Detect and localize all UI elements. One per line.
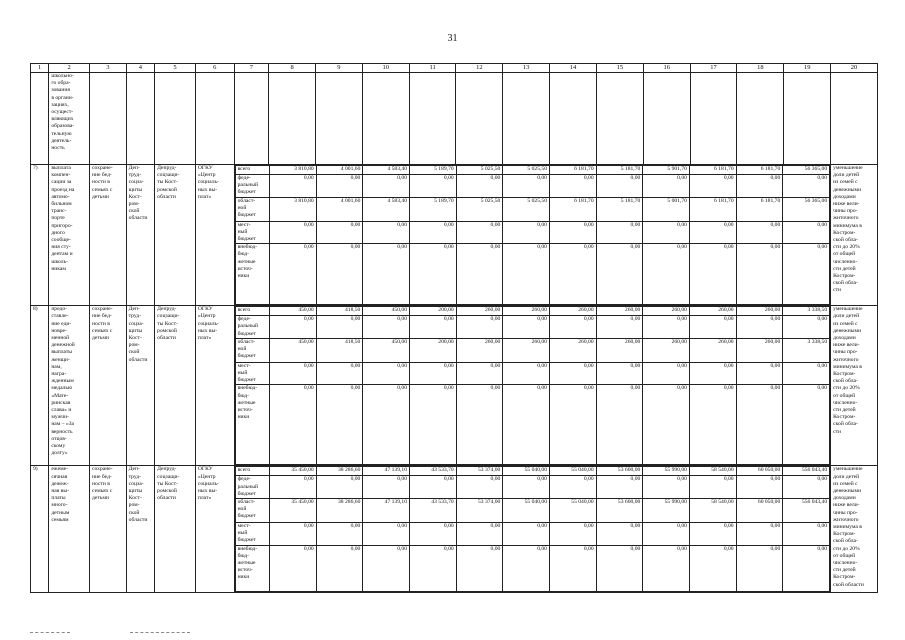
funding-source-label: всего bbox=[235, 467, 269, 476]
funding-value: 5 001,70 bbox=[643, 197, 690, 221]
empty-cell bbox=[690, 73, 737, 165]
funding-value: 5 181,70 bbox=[596, 166, 643, 175]
header-cell: 15 bbox=[596, 64, 643, 73]
empty-cell bbox=[831, 73, 878, 165]
funding-source-label: феде- ральный бюджет bbox=[235, 316, 269, 339]
empty-cell bbox=[126, 73, 155, 165]
funding-value: 0,00 bbox=[689, 523, 736, 546]
funding-value: 5 189,70 bbox=[410, 197, 457, 221]
header-cell: 4 bbox=[126, 64, 155, 73]
funding-value: 0,00 bbox=[270, 545, 317, 591]
funding-value: 35 450,00 bbox=[270, 467, 317, 476]
funding-value: 56 365,00 bbox=[783, 166, 830, 175]
funding-value: 0,00 bbox=[363, 221, 410, 244]
funding-value: 556 043,40 bbox=[783, 467, 830, 476]
measure-name: ежеме- сячная дежеж- ная вы- платы много- детным семьям bbox=[49, 466, 90, 592]
funding-value: 260,00 bbox=[549, 307, 596, 316]
funding-value: 0,00 bbox=[549, 221, 596, 244]
funding-value: 0,00 bbox=[503, 175, 550, 198]
header-cell: 16 bbox=[643, 64, 690, 73]
funding-value: 0,00 bbox=[596, 523, 643, 546]
funding-value: 53 374,00 bbox=[456, 499, 503, 523]
header-cell: 13 bbox=[503, 64, 550, 73]
funding-value: 0,00 bbox=[270, 362, 317, 385]
funding-value: 0,00 bbox=[689, 476, 736, 499]
funding-value: 0,00 bbox=[316, 362, 363, 385]
funding-row bbox=[235, 385, 830, 465]
funding-source-label: внебюд- бюд- жетные источ- ники bbox=[235, 385, 269, 465]
funding-value: 0,00 bbox=[643, 221, 690, 244]
funding-value: 0,00 bbox=[410, 175, 457, 198]
funding-value: 3 810,80 bbox=[270, 166, 317, 175]
funding-value: 5 025,50 bbox=[456, 166, 503, 175]
row-number: 7) bbox=[31, 165, 49, 306]
funding-value: 0,00 bbox=[410, 523, 457, 546]
funding-value: 0,00 bbox=[736, 523, 783, 546]
funding-block bbox=[234, 466, 831, 592]
funding-value: 0,00 bbox=[596, 476, 643, 499]
funding-value: 6 181,70 bbox=[549, 197, 596, 221]
funding-subtable bbox=[235, 466, 831, 591]
funding-value: 450,00 bbox=[270, 307, 317, 316]
funding-row bbox=[235, 221, 830, 244]
table-row bbox=[31, 165, 878, 306]
funding-value: 0,00 bbox=[456, 362, 503, 385]
header-cell: 8 bbox=[269, 64, 316, 73]
funding-value: 0,00 bbox=[736, 316, 783, 339]
funding-source-label: област- ной бюджет bbox=[235, 197, 269, 221]
funding-value: 0,00 bbox=[643, 385, 690, 465]
empty-cell bbox=[596, 73, 643, 165]
participant: ОГКУ «Центр социаль- ных вы- плат» bbox=[195, 466, 234, 592]
funding-value: 0,00 bbox=[363, 175, 410, 198]
funding-value: 0,00 bbox=[363, 316, 410, 339]
funding-value: 0,00 bbox=[783, 244, 830, 305]
expected-result: уменьшение доли детей из семей с денежными доходами ниже вели- чины про- житочного минимума в Костром- ской обла- сти до 20% от общей численно- сти детей Костром- ской области bbox=[831, 466, 878, 592]
funding-value: 0,00 bbox=[596, 362, 643, 385]
funding-value: 0,00 bbox=[783, 221, 830, 244]
funding-value: 60 050,00 bbox=[736, 499, 783, 523]
funding-value: 0,00 bbox=[363, 385, 410, 465]
funding-value: 0,00 bbox=[503, 362, 550, 385]
funding-value: 260,00 bbox=[643, 338, 690, 362]
funding-value: 0,00 bbox=[783, 316, 830, 339]
funding-value: 260,00 bbox=[643, 307, 690, 316]
funding-value: 58 540,00 bbox=[689, 499, 736, 523]
funding-value: 0,00 bbox=[456, 175, 503, 198]
funding-value: 0,00 bbox=[549, 385, 596, 465]
funding-value: 0,00 bbox=[596, 221, 643, 244]
funding-value: 35 450,00 bbox=[270, 499, 317, 523]
funding-subtable bbox=[235, 165, 831, 305]
header-cell: 17 bbox=[690, 64, 737, 73]
funding-value: 0,00 bbox=[363, 476, 410, 499]
funding-value: 47 139,10 bbox=[363, 467, 410, 476]
measure-name: предо- ставле- ние еди- новре- менной денежной выплаты женщи- нам, награ- жденным медалью «Мате- ринская слава» и мужчи- нам – «За верность отцов- скому долгу» bbox=[49, 306, 90, 466]
funding-value: 418,50 bbox=[316, 338, 363, 362]
expected-result: уменьшение доли детей из семей с денежными доходами ниже вели- чины про- житочного минимума в Костром- ской обла- сти до 20% от общей численно- сти детей Костром- ской обла- сти bbox=[831, 306, 878, 466]
funding-value: 0,00 bbox=[783, 175, 830, 198]
funding-value: 260,00 bbox=[736, 307, 783, 316]
task-name: сохране- ние бед- ности в семьях с детьми bbox=[90, 466, 127, 592]
funding-value: 0,00 bbox=[316, 545, 363, 591]
funding-value: 6 181,70 bbox=[736, 166, 783, 175]
responsible-executor: Деп- труд- соцза- щиты Кост- ром- ской области bbox=[126, 466, 155, 592]
funding-value: 0,00 bbox=[549, 244, 596, 305]
funding-value: 0,00 bbox=[689, 221, 736, 244]
header-row bbox=[31, 64, 878, 73]
funding-row bbox=[235, 545, 830, 591]
funding-source-label: мест- ный бюджет bbox=[235, 523, 269, 546]
funding-value: 0,00 bbox=[410, 244, 457, 305]
header-cell: 2 bbox=[49, 64, 90, 73]
participant: ОГКУ «Центр социаль- ных вы- плат» bbox=[195, 165, 234, 306]
funding-value: 0,00 bbox=[783, 545, 830, 591]
page-number: 31 bbox=[447, 33, 458, 44]
funding-value: 0,00 bbox=[456, 244, 503, 305]
empty-cell bbox=[409, 73, 456, 165]
funding-value: 0,00 bbox=[689, 244, 736, 305]
funding-value: 0,00 bbox=[643, 362, 690, 385]
funding-source-label: всего bbox=[235, 166, 269, 175]
funding-value: 0,00 bbox=[503, 221, 550, 244]
funding-value: 0,00 bbox=[363, 244, 410, 305]
funding-value: 418,50 bbox=[316, 307, 363, 316]
funding-value: 0,00 bbox=[549, 545, 596, 591]
funding-value: 0,00 bbox=[736, 244, 783, 305]
funding-source-label: внебюд- бюд- жетные источ- ники bbox=[235, 545, 269, 591]
header-cell: 18 bbox=[737, 64, 784, 73]
funding-value: 0,00 bbox=[596, 545, 643, 591]
funding-row bbox=[235, 316, 830, 339]
funding-value: 4 583,40 bbox=[363, 197, 410, 221]
header-cell: 14 bbox=[550, 64, 597, 73]
funding-value: 3 810,80 bbox=[270, 197, 317, 221]
funding-value: 56 365,00 bbox=[783, 197, 830, 221]
funding-value: 5 189,70 bbox=[410, 166, 457, 175]
header-cell: 19 bbox=[784, 64, 831, 73]
funding-value: 55 990,00 bbox=[643, 499, 690, 523]
funding-value: 0,00 bbox=[270, 385, 317, 465]
funding-value: 0,00 bbox=[410, 316, 457, 339]
funding-value: 3 338,50 bbox=[783, 338, 830, 362]
funding-source-label: всего bbox=[235, 307, 269, 316]
empty-cell bbox=[550, 73, 597, 165]
funding-value: 47 139,10 bbox=[363, 499, 410, 523]
funding-value: 5 025,50 bbox=[503, 197, 550, 221]
header-cell: 1 bbox=[31, 64, 49, 73]
funding-value: 0,00 bbox=[736, 175, 783, 198]
funding-value: 0,00 bbox=[549, 175, 596, 198]
funding-value: 55 040,00 bbox=[503, 467, 550, 476]
funding-row bbox=[235, 476, 830, 499]
funding-value: 0,00 bbox=[643, 523, 690, 546]
header-cell: 10 bbox=[362, 64, 409, 73]
header-cell: 9 bbox=[316, 64, 363, 73]
funding-value: 0,00 bbox=[316, 175, 363, 198]
funding-value: 260,00 bbox=[596, 307, 643, 316]
funding-value: 4 001,60 bbox=[316, 166, 363, 175]
funding-value: 200,00 bbox=[410, 338, 457, 362]
funding-value: 0,00 bbox=[456, 476, 503, 499]
responsible-executor: Деп- труд- соцза- щиты Кост- ром- ской области bbox=[126, 306, 155, 466]
funding-value: 0,00 bbox=[410, 221, 457, 244]
funding-value: 0,00 bbox=[643, 175, 690, 198]
funding-value: 0,00 bbox=[736, 385, 783, 465]
funding-block bbox=[234, 165, 831, 306]
funding-subtable bbox=[235, 306, 831, 465]
header-cell: 6 bbox=[195, 64, 234, 73]
header-cell: 5 bbox=[155, 64, 196, 73]
funding-value: 0,00 bbox=[410, 385, 457, 465]
funding-value: 0,00 bbox=[316, 316, 363, 339]
funding-row bbox=[235, 166, 830, 175]
funding-value: 0,00 bbox=[456, 545, 503, 591]
funding-value: 0,00 bbox=[270, 221, 317, 244]
funding-value: 450,00 bbox=[270, 338, 317, 362]
funding-source-label: мест- ный бюджет bbox=[235, 221, 269, 244]
continuation-text: школьно- го обра- зования в органи- зациях, осущест- вляющих образова- тельную деятель- ность bbox=[49, 73, 90, 165]
funding-value: 0,00 bbox=[783, 385, 830, 465]
funding-value: 450,00 bbox=[363, 307, 410, 316]
funding-row bbox=[235, 175, 830, 198]
responsible-executor: Деп- труд- соцза- щиты Кост- ром- ской области bbox=[126, 165, 155, 306]
coexecutor: Депруд- соцзащи- ты Кост- ромской области bbox=[155, 165, 196, 306]
funding-value: 53 600,00 bbox=[596, 467, 643, 476]
funding-value: 55 040,00 bbox=[549, 467, 596, 476]
funding-value: 0,00 bbox=[503, 244, 550, 305]
funding-value: 0,00 bbox=[410, 545, 457, 591]
funding-value: 58 540,00 bbox=[689, 467, 736, 476]
participant: ОГКУ «Центр социаль- ных вы- плат» bbox=[195, 306, 234, 466]
empty-cell bbox=[456, 73, 503, 165]
funding-value: 0,00 bbox=[643, 244, 690, 305]
funding-value: 0,00 bbox=[503, 316, 550, 339]
header-cell: 12 bbox=[456, 64, 503, 73]
funding-value: 260,00 bbox=[456, 307, 503, 316]
task-name: сохране- ние бед- ности в семьях с детьми bbox=[90, 306, 127, 466]
funding-value: 0,00 bbox=[316, 476, 363, 499]
funding-value: 0,00 bbox=[596, 244, 643, 305]
funding-value: 0,00 bbox=[736, 545, 783, 591]
funding-value: 60 050,00 bbox=[736, 467, 783, 476]
funding-value: 0,00 bbox=[689, 362, 736, 385]
funding-value: 0,00 bbox=[783, 362, 830, 385]
row-number: 8) bbox=[31, 306, 49, 466]
funding-value: 55 040,00 bbox=[549, 499, 596, 523]
funding-value: 260,00 bbox=[689, 338, 736, 362]
funding-value: 0,00 bbox=[270, 316, 317, 339]
funding-value: 0,00 bbox=[316, 221, 363, 244]
funding-value: 0,00 bbox=[596, 385, 643, 465]
funding-value: 556 043,40 bbox=[783, 499, 830, 523]
funding-value: 55 990,00 bbox=[643, 467, 690, 476]
funding-value: 0,00 bbox=[783, 476, 830, 499]
row-number: 9) bbox=[31, 466, 49, 592]
funding-value: 0,00 bbox=[363, 523, 410, 546]
funding-value: 5 025,50 bbox=[503, 166, 550, 175]
funding-value: 5 901,70 bbox=[643, 166, 690, 175]
funding-value: 6 181,70 bbox=[689, 166, 736, 175]
empty-cell bbox=[195, 73, 234, 165]
expected-result: уменьшение доли детей из семей с денежными доходами ниже вели- чины про- житочного минимума в Костром- ской обла- сти до 20% от общей численно- сти детей Костром- ской обла- сти bbox=[831, 165, 878, 306]
funding-value: 53 374,00 bbox=[456, 467, 503, 476]
funding-value: 4 001,60 bbox=[316, 197, 363, 221]
funding-value: 0,00 bbox=[549, 316, 596, 339]
empty-cell bbox=[90, 73, 127, 165]
header-cell: 11 bbox=[409, 64, 456, 73]
funding-value: 0,00 bbox=[503, 476, 550, 499]
funding-value: 0,00 bbox=[689, 545, 736, 591]
funding-value: 260,00 bbox=[456, 338, 503, 362]
funding-value: 260,00 bbox=[736, 338, 783, 362]
empty-cell bbox=[737, 73, 784, 165]
empty-cell bbox=[155, 73, 196, 165]
funding-value: 0,00 bbox=[316, 523, 363, 546]
empty-cell bbox=[269, 73, 316, 165]
funding-row bbox=[235, 499, 830, 523]
funding-value: 0,00 bbox=[689, 175, 736, 198]
empty-cell bbox=[31, 73, 49, 165]
funding-value: 0,00 bbox=[549, 362, 596, 385]
scan-artifact-line bbox=[30, 632, 70, 633]
funding-value: 38 286,60 bbox=[316, 467, 363, 476]
funding-value: 0,00 bbox=[736, 362, 783, 385]
header-cell: 20 bbox=[831, 64, 878, 73]
funding-source-label: феде- ральный бюджет bbox=[235, 175, 269, 198]
funding-value: 4 583,40 bbox=[363, 166, 410, 175]
funding-row bbox=[235, 467, 830, 476]
funding-source-label: област- ной бюджет bbox=[235, 338, 269, 362]
table-row bbox=[31, 306, 878, 466]
funding-value: 0,00 bbox=[316, 244, 363, 305]
funding-value: 0,00 bbox=[316, 385, 363, 465]
funding-value: 0,00 bbox=[503, 385, 550, 465]
funding-value: 260,00 bbox=[596, 338, 643, 362]
funding-value: 6 181,70 bbox=[689, 197, 736, 221]
empty-cell bbox=[234, 73, 269, 165]
funding-value: 450,00 bbox=[363, 338, 410, 362]
funding-value: 0,00 bbox=[456, 316, 503, 339]
empty-cell bbox=[316, 73, 363, 165]
coexecutor: Депруд- соцзащи- ты Кост- ромской области bbox=[155, 306, 196, 466]
funding-value: 0,00 bbox=[643, 476, 690, 499]
funding-value: 0,00 bbox=[643, 316, 690, 339]
funding-row bbox=[235, 244, 830, 305]
continuation-row bbox=[31, 73, 878, 165]
header-cell: 7 bbox=[234, 64, 269, 73]
funding-value: 200,00 bbox=[410, 307, 457, 316]
funding-value: 43 533,70 bbox=[410, 499, 457, 523]
funding-row bbox=[235, 523, 830, 546]
funding-value: 53 600,00 bbox=[596, 499, 643, 523]
funding-source-label: феде- ральный бюджет bbox=[235, 476, 269, 499]
funding-value: 0,00 bbox=[783, 523, 830, 546]
coexecutor: Депруд- соцзащи- ты Кост- ромской области bbox=[155, 466, 196, 592]
funding-value: 0,00 bbox=[270, 175, 317, 198]
funding-value: 3 338,50 bbox=[783, 307, 830, 316]
funding-value: 0,00 bbox=[596, 175, 643, 198]
funding-value: 43 533,70 bbox=[410, 467, 457, 476]
funding-value: 0,00 bbox=[549, 523, 596, 546]
funding-value: 0,00 bbox=[456, 221, 503, 244]
funding-value: 55 040,00 bbox=[503, 499, 550, 523]
funding-source-label: област- ной бюджет bbox=[235, 499, 269, 523]
funding-value: 38 286,60 bbox=[316, 499, 363, 523]
header-cell: 3 bbox=[90, 64, 127, 73]
funding-value: 5 181,70 bbox=[596, 197, 643, 221]
empty-cell bbox=[362, 73, 409, 165]
funding-value: 0,00 bbox=[410, 476, 457, 499]
funding-row bbox=[235, 362, 830, 385]
funding-value: 0,00 bbox=[270, 476, 317, 499]
funding-block bbox=[234, 306, 831, 466]
funding-value: 0,00 bbox=[736, 476, 783, 499]
funding-value: 0,00 bbox=[503, 545, 550, 591]
funding-value: 0,00 bbox=[363, 545, 410, 591]
funding-value: 0,00 bbox=[549, 476, 596, 499]
program-table bbox=[30, 63, 878, 593]
funding-value: 0,00 bbox=[456, 385, 503, 465]
funding-value: 0,00 bbox=[363, 362, 410, 385]
table-row bbox=[31, 466, 878, 592]
funding-value: 6 181,70 bbox=[549, 166, 596, 175]
funding-value: 0,00 bbox=[270, 523, 317, 546]
funding-value: 0,00 bbox=[689, 316, 736, 339]
funding-value: 0,00 bbox=[410, 362, 457, 385]
funding-row bbox=[235, 338, 830, 362]
funding-source-label: внебюд- бюд- жетные источ- ники bbox=[235, 244, 269, 305]
funding-source-label: мест- ный бюджет bbox=[235, 362, 269, 385]
funding-row bbox=[235, 197, 830, 221]
funding-value: 0,00 bbox=[689, 385, 736, 465]
funding-value: 260,00 bbox=[503, 338, 550, 362]
funding-value: 260,00 bbox=[689, 307, 736, 316]
funding-value: 0,00 bbox=[736, 221, 783, 244]
scan-artifact-line bbox=[130, 632, 190, 633]
measure-name: выплата компен- сации за проезд на автомо- бильном транс- порте пригоро- дного сообще- ния сту- дентам и школь- никам bbox=[49, 165, 90, 306]
empty-cell bbox=[643, 73, 690, 165]
empty-cell bbox=[503, 73, 550, 165]
funding-value: 5 025,50 bbox=[456, 197, 503, 221]
funding-value: 0,00 bbox=[643, 545, 690, 591]
funding-value: 0,00 bbox=[456, 523, 503, 546]
funding-value: 260,00 bbox=[503, 307, 550, 316]
funding-row bbox=[235, 307, 830, 316]
funding-value: 0,00 bbox=[270, 244, 317, 305]
funding-value: 260,00 bbox=[549, 338, 596, 362]
empty-cell bbox=[784, 73, 831, 165]
funding-value: 6 181,70 bbox=[736, 197, 783, 221]
task-name: сохране- ние бед- ности в семьях с детьми bbox=[90, 165, 127, 306]
funding-value: 0,00 bbox=[503, 523, 550, 546]
funding-value: 0,00 bbox=[596, 316, 643, 339]
